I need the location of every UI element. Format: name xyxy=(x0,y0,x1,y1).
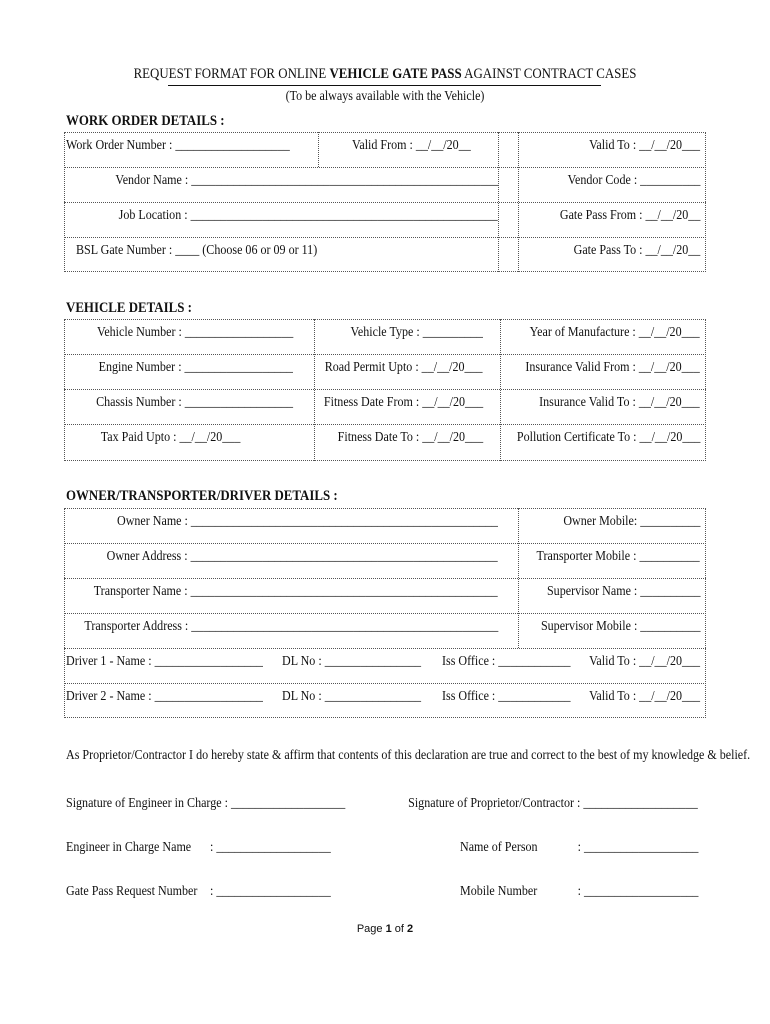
owner-row-divider xyxy=(64,613,706,614)
owner-mobile-field[interactable]: Owner Mobile: __________ xyxy=(562,514,700,529)
form-title xyxy=(127,66,643,83)
name-of-person-field[interactable]: : ___________________ xyxy=(577,840,698,855)
vehicle-header: VEHICLE DETAILS : xyxy=(66,300,192,316)
insurance-valid-to-field[interactable]: Insurance Valid To : __/__/20___ xyxy=(539,395,700,410)
tax-paid-upto-field[interactable]: Tax Paid Upto : __/__/20___ xyxy=(100,430,240,445)
valid-from-field[interactable]: Valid From : __/__/20__ xyxy=(352,138,471,153)
driver2-dl-field[interactable]: DL No : ________________ xyxy=(282,689,422,704)
owner-row-divider xyxy=(64,683,706,684)
vendor-code-field[interactable]: Vendor Code : __________ xyxy=(567,173,700,188)
vehicle-row-divider xyxy=(64,424,706,425)
form-subtitle: (To be always available with the Vehicle) xyxy=(285,89,485,104)
page-indicator xyxy=(335,923,435,935)
owner-name-field[interactable]: Owner Name : ___________________________________________________ xyxy=(117,514,498,529)
proprietor-signature-field[interactable]: Signature of Proprietor/Contractor : ___________________ xyxy=(408,796,698,811)
gate-pass-to-field[interactable]: Gate Pass To : __/__/20__ xyxy=(573,243,700,258)
transporter-mobile-field[interactable]: Transporter Mobile : __________ xyxy=(536,549,700,564)
work-order-row-divider xyxy=(64,237,706,238)
driver1-name-field[interactable]: Driver 1 - Name : __________________ xyxy=(66,654,263,669)
request-number-label: Gate Pass Request Number xyxy=(66,884,198,899)
mobile-number-field[interactable]: : ___________________ xyxy=(577,884,698,899)
engine-number-field[interactable]: Engine Number : __________________ xyxy=(98,360,293,375)
engineer-name-label: Engineer in Charge Name xyxy=(66,840,192,855)
transporter-name-field[interactable]: Transporter Name : ___________________________________________________ xyxy=(94,584,498,599)
work-order-row-divider xyxy=(64,202,706,203)
page-current: 1 xyxy=(385,923,392,935)
pollution-certificate-to-field[interactable]: Pollution Certificate To : __/__/20___ xyxy=(516,430,700,445)
fitness-date-to-field[interactable]: Fitness Date To : __/__/20___ xyxy=(337,430,483,445)
mobile-number-label: Mobile Number xyxy=(460,884,538,899)
work-order-row-divider xyxy=(64,167,706,168)
owner-address-field[interactable]: Owner Address : ___________________________________________________ xyxy=(107,549,498,564)
driver2-name-field[interactable]: Driver 2 - Name : __________________ xyxy=(66,689,263,704)
work-order-col-divider xyxy=(518,132,519,272)
vehicle-number-field[interactable]: Vehicle Number : __________________ xyxy=(96,325,293,340)
vehicle-row-divider xyxy=(64,389,706,390)
owner-row-divider xyxy=(64,648,706,649)
page-word: Page xyxy=(356,923,386,935)
work-order-number-field[interactable]: Work Order Number : ___________________ xyxy=(66,138,290,153)
year-of-manufacture-field[interactable]: Year of Manufacture : __/__/20___ xyxy=(530,325,700,340)
transporter-address-field[interactable]: Transporter Address : ___________________________________________________ xyxy=(84,619,498,634)
engineer-signature-field[interactable]: Signature of Engineer in Charge : ___________________ xyxy=(66,796,346,811)
road-permit-upto-field[interactable]: Road Permit Upto : __/__/20___ xyxy=(325,360,483,375)
owner-col-divider xyxy=(518,508,519,648)
chassis-number-field[interactable]: Chassis Number : __________________ xyxy=(96,395,293,410)
supervisor-name-field[interactable]: Supervisor Name : __________ xyxy=(546,584,700,599)
page-total: 2 xyxy=(407,923,414,935)
vehicle-row-divider xyxy=(64,354,706,355)
driver2-valid-to-field[interactable]: Valid To : __/__/20___ xyxy=(589,689,700,704)
request-number-field[interactable]: : ___________________ xyxy=(210,884,331,899)
bsl-gate-number-field[interactable]: BSL Gate Number : ____ (Choose 06 or 09 or 11) xyxy=(76,243,318,258)
gate-pass-from-field[interactable]: Gate Pass From : __/__/20__ xyxy=(559,208,700,223)
driver1-dl-field[interactable]: DL No : ________________ xyxy=(282,654,422,669)
work-order-header: WORK ORDER DETAILS : xyxy=(66,113,225,129)
declaration-text: As Proprietor/Contractor I do hereby state & affirm that contents of this declaration are true and correct to the best of my knowledge & belief. xyxy=(66,748,751,763)
vehicle-type-field[interactable]: Vehicle Type : __________ xyxy=(350,325,483,340)
job-location-field[interactable]: Job Location : ___________________________________________________ xyxy=(119,208,498,223)
name-of-person-label: Name of Person xyxy=(460,840,538,855)
owner-header: OWNER/TRANSPORTER/DRIVER DETAILS : xyxy=(66,488,338,504)
vendor-name-field[interactable]: Vendor Name : ___________________________________________________ xyxy=(115,173,498,188)
fitness-date-from-field[interactable]: Fitness Date From : __/__/20___ xyxy=(323,395,483,410)
driver1-iss-office-field[interactable]: Iss Office : ____________ xyxy=(442,654,571,669)
insurance-valid-from-field[interactable]: Insurance Valid From : __/__/20___ xyxy=(525,360,700,375)
driver1-valid-to-field[interactable]: Valid To : __/__/20___ xyxy=(589,654,700,669)
title-underline xyxy=(168,85,601,86)
work-order-col-divider xyxy=(498,132,499,272)
vehicle-col-divider xyxy=(314,319,315,461)
valid-to-field[interactable]: Valid To : __/__/20___ xyxy=(589,138,700,153)
page-of-word: of xyxy=(391,923,408,935)
work-order-col-divider xyxy=(318,132,319,167)
title-part-1: REQUEST FORMAT FOR ONLINE xyxy=(133,66,330,82)
driver2-iss-office-field[interactable]: Iss Office : ____________ xyxy=(442,689,571,704)
supervisor-mobile-field[interactable]: Supervisor Mobile : __________ xyxy=(540,619,700,634)
title-part-3: AGAINST CONTRACT CASES xyxy=(461,66,637,82)
owner-row-divider xyxy=(64,543,706,544)
title-part-2: VEHICLE GATE PASS xyxy=(329,66,462,82)
owner-row-divider xyxy=(64,578,706,579)
engineer-name-field[interactable]: : ___________________ xyxy=(210,840,331,855)
vehicle-col-divider xyxy=(500,319,501,461)
